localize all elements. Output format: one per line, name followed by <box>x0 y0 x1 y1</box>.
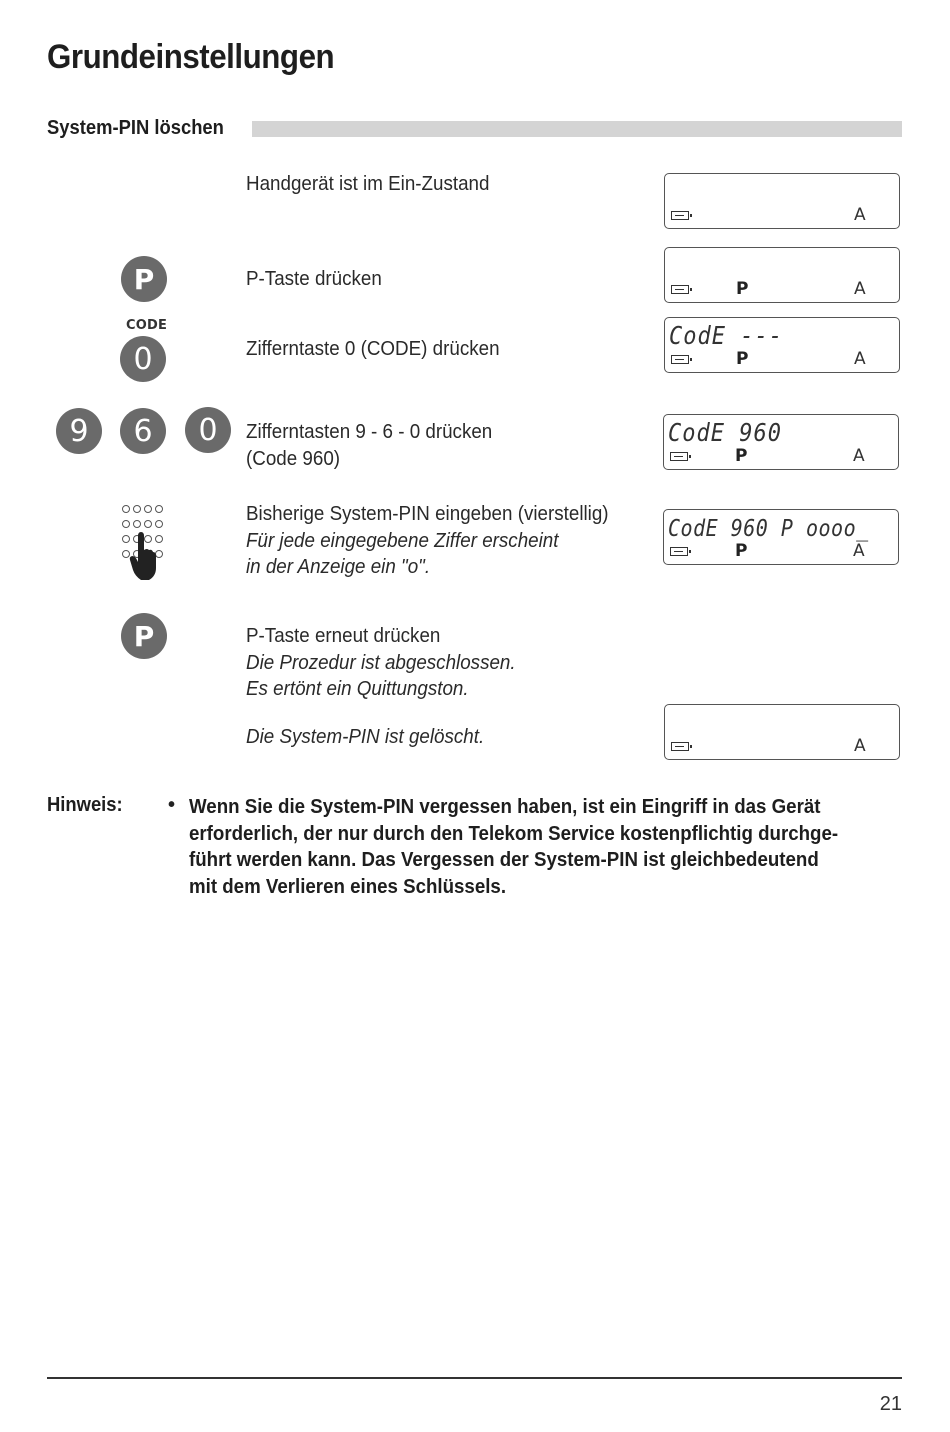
battery-icon <box>670 452 688 461</box>
footer-rule <box>47 1377 902 1379</box>
step-7-italic-1: Die System-PIN ist gelöscht. <box>246 726 485 748</box>
lcd-a-indicator: A <box>853 446 865 466</box>
section-bar <box>252 121 902 137</box>
lcd-a-indicator: A <box>854 279 866 299</box>
step-6-line-1: P-Taste erneut drücken <box>246 625 441 647</box>
lcd-a-indicator: A <box>854 349 866 369</box>
step-5-text <box>246 501 609 581</box>
lcd-display-2 <box>664 247 900 303</box>
step-6-text <box>246 623 516 703</box>
step-1-text <box>246 171 489 198</box>
p-key-icon: P <box>121 613 167 659</box>
nine-key-icon: 9 <box>56 408 102 454</box>
hint-line-1: Wenn Sie die System-PIN vergessen haben, ist ein Eingriff in das Gerät <box>189 796 821 818</box>
hint-text <box>189 794 900 900</box>
step-5-line-1: Bisherige System-PIN eingeben (vierstellig) <box>246 503 609 525</box>
step-6-italic-2: Es ertönt ein Quittungston. <box>246 678 469 700</box>
step-6-italic-1: Die Prozedur ist abgeschlossen. <box>246 651 516 674</box>
battery-icon <box>671 285 689 294</box>
step-5-italic-2: in der Anzeige ein "o". <box>246 556 431 578</box>
page-title: Grundeinstellungen <box>47 38 335 76</box>
lcd-p-indicator: P <box>735 446 748 466</box>
step-2-line: P-Taste drücken <box>246 268 382 290</box>
lcd-p-indicator: P <box>736 279 749 299</box>
lcd-a-indicator: A <box>854 205 866 225</box>
step-7-text <box>246 724 484 751</box>
pointing-hand-icon <box>129 532 157 582</box>
zero-key-icon: 0 <box>120 336 166 382</box>
p-key-icon: P <box>121 256 167 302</box>
lcd-display-6 <box>664 704 900 760</box>
lcd-p-indicator: P <box>736 349 749 369</box>
lcd-a-indicator: A <box>854 736 866 756</box>
six-key-icon: 6 <box>120 408 166 454</box>
lcd-display-1 <box>664 173 900 229</box>
battery-icon <box>671 211 689 220</box>
lcd-segment-text: CodE 960 P oooo_ <box>668 514 869 542</box>
step-3-line: Zifferntaste 0 (CODE) drücken <box>246 338 500 360</box>
step-2-text <box>246 266 382 293</box>
hint-line-2: erforderlich, der nur durch den Telekom Service kostenpflichtig durchge- <box>189 822 839 845</box>
step-1-line: Handgerät ist im Ein-Zustand <box>246 173 490 195</box>
step-4-text <box>246 419 492 472</box>
step-4-line-2: (Code 960) <box>246 447 341 470</box>
hint-line-3: führt werden kann. Das Vergessen der System-PIN ist gleichbedeutend <box>189 849 819 871</box>
code-label: CODE <box>126 318 168 333</box>
lcd-a-indicator: A <box>853 541 865 561</box>
step-4-line-1: Zifferntasten 9 - 6 - 0 drücken <box>246 421 493 443</box>
section-title: System-PIN löschen <box>47 117 224 139</box>
battery-icon <box>670 547 688 556</box>
zero-key-icon: 0 <box>185 407 231 453</box>
lcd-display-4 <box>663 414 899 470</box>
hint-label: Hinweis: <box>47 794 123 816</box>
lcd-display-3 <box>664 317 900 373</box>
page-number: 21 <box>879 1393 902 1415</box>
lcd-p-indicator: P <box>735 541 748 561</box>
lcd-display-5 <box>663 509 899 565</box>
lcd-segment-text: CodE --- <box>669 322 783 351</box>
battery-icon <box>671 742 689 751</box>
hint-line-4: mit dem Verlieren eines Schlüssels. <box>189 875 507 898</box>
lcd-segment-text: CodE 960 <box>668 419 782 448</box>
keypad-icon <box>121 504 171 584</box>
hint-bullet: • <box>168 794 176 816</box>
step-3-text <box>246 336 500 363</box>
battery-icon <box>671 355 689 364</box>
step-5-italic-1: Für jede eingegebene Ziffer erscheint <box>246 529 559 552</box>
